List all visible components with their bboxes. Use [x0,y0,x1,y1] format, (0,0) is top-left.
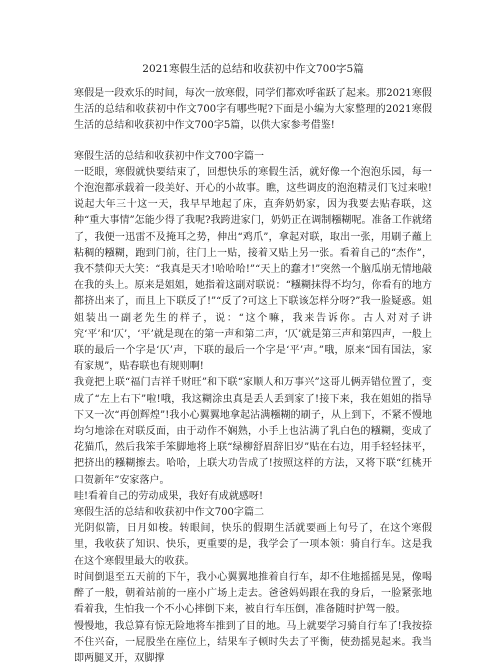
section-1-paragraph-2: 我竟把上联“福门吉祥千财旺”和下联“家顺人和万事兴”这哥儿俩弄错位置了，变成了“左上右下”啦!哦，我这糊涂虫真是丢人丢到家了!接下来，我在姐姐的指导下又一次“再创辉煌”!我小心翼翼地拿起沾满糨糊的刷子，从上到下，不紧不慢地均匀地涂在对联反面，由于动作不娴熟，小手上也沾满了乳白色的糨糊，变成了花猫爪，然后我笨手笨脚地将上联“绿柳舒眉辞旧岁”贴在右边，用手轻轻抹平，把挤出的糨糊擦去。哈哈，上联大功告成了!按照这样的方法，又将下联“红桃开口贺新年”安家落户。 [74,375,432,488]
section-2-paragraph-2: 时间倒退至五天前的下午，我小心翼翼地推着自行车，却不住地摇摇晃晃，像喝醉了一般，朝着站前的一座小广场上走去。爸爸妈妈跟在我的身后，一脸紧张地看着我，生怕我一个不小心摔倒下来，被自行车压倒，准备随时护驾一般。 [74,570,432,619]
section-1-paragraph-1: 一眨眼，寒假就快要结束了，回想快乐的寒假生活，就好像一个泡泡乐园，每一个泡泡都承载着一段美好、开心的小故事。瞧，这些调皮的泡泡精灵们飞过来啦!说起大年三十这一天，我早早地起了床，直奔奶奶家，因为我要去贴春联，这种“重大事情”怎能少得了我呢?我跨进家门，奶奶正在调制糨糊呢。准备工作就绪了，我便一迅雷不及掩耳之势，伸出“鸡爪”，拿起对联，取出一张，用刷子蘸上粘稠的糨糊，跑到门前，往门上一贴，接着又贴上另一张。看着自己的“杰作”，我不禁仰天大笑：“我真是天才!哈哈哈!”“天上的蠢才!”突然一个脑瓜崩无情地敲在我的头上。原来是姐姐，她指着这副对联说：“糨糊抹得不均匀，你看有的地方都挤出来了，而且上下联反了!”“反了?可这上下联该怎样分呀?”我一脸疑惑。姐姐装出一副老先生的样子，说：“这个嘛，我来告诉你。古人对对子讲究‘平’和‘仄’，‘平’就是现在的第一声和第二声，‘仄’就是第三声和第四声，一般上联的最后一个字是‘仄’声，下联的最后一个字是‘平’声。”哦，原来“国有国法，家有家规”，贴春联也有规则啊! [74,165,432,376]
section-1-heading: 寒假生活的总结和收获初中作文700字篇一 [74,149,432,165]
section-1-paragraph-3: 哇!看着自己的劳动成果，我好有成就感呀! [74,489,432,505]
document-title: 2021寒假生活的总结和收获初中作文700字5篇 [74,62,432,76]
section-2-paragraph-1: 光阴似箭，日月如梭。转眼间，快乐的假期生活就要画上句号了，在这个寒假里，我收获了知识、快乐，更重要的是，我学会了一项本领：骑自行车。这是我在这个寒假里最大的收获。 [74,521,432,570]
section-2-heading: 寒假生活的总结和收获初中作文700字篇二 [74,505,432,521]
section-2-paragraph-3: 慢慢地，我总算有惊无险地将车推到了目的地。马上就要学习骑自行车了!我按捺不住兴奋，一屁股坐在座位上，结果车子顿时失去了平衡，使劲摇晃起来。我当即两腿叉开，双脚撑 [74,619,432,667]
intro-paragraph: 寒假是一段欢乐的时间，每次一放寒假，同学们都欢呼雀跃了起来。那2021寒假生活的总结和收获初中作文700字有哪些呢?下面是小编为大家整理的2021寒假生活的总结和收获初中作文700字5篇，以供大家参考借鉴! [74,86,432,135]
section-spacer [74,135,432,149]
